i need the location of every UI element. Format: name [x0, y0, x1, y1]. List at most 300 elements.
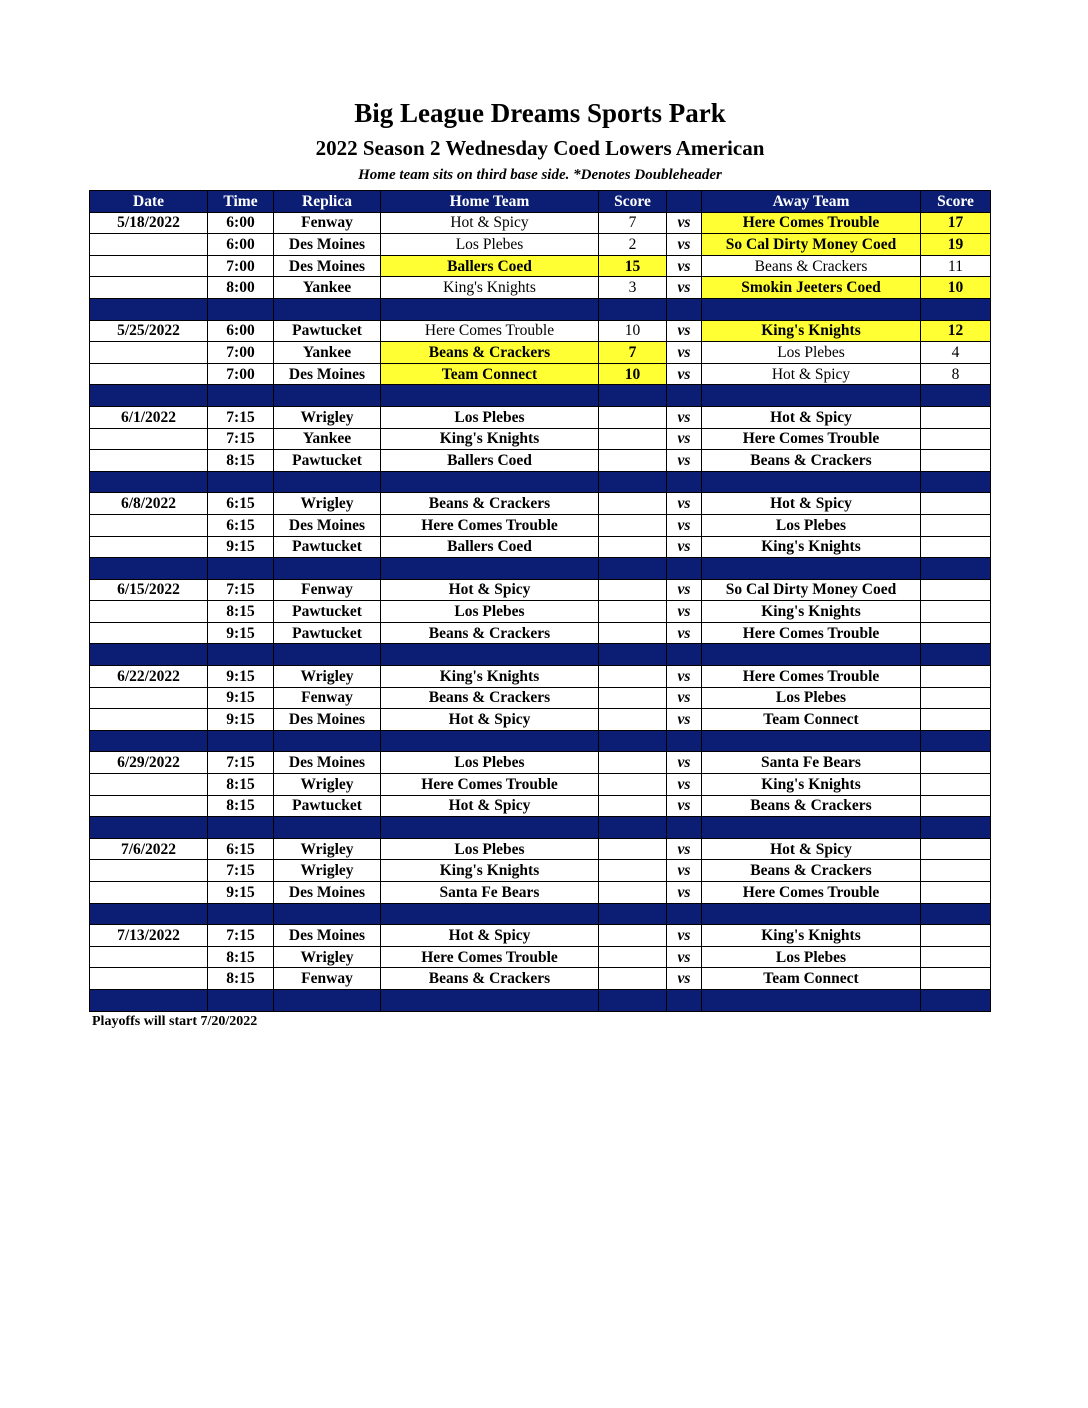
separator-cell	[274, 471, 381, 493]
away-score	[921, 428, 991, 450]
home-team: Santa Fe Bears	[381, 882, 599, 904]
game-replica: Yankee	[274, 428, 381, 450]
away-team: Hot & Spicy	[702, 406, 921, 428]
game-replica: Pawtucket	[274, 536, 381, 558]
vs-label: vs	[667, 320, 702, 342]
vs-label: vs	[667, 212, 702, 234]
game-replica: Pawtucket	[274, 320, 381, 342]
away-team: King's Knights	[702, 601, 921, 623]
game-replica: Fenway	[274, 687, 381, 709]
home-score: 10	[599, 320, 667, 342]
game-row	[90, 536, 991, 558]
home-team: Los Plebes	[381, 601, 599, 623]
away-team: Los Plebes	[702, 514, 921, 536]
game-time: 8:15	[208, 968, 274, 990]
vs-label: vs	[667, 925, 702, 947]
game-time: 7:00	[208, 255, 274, 277]
vs-label: vs	[667, 774, 702, 796]
home-score: 15	[599, 255, 667, 277]
separator-cell	[90, 385, 208, 407]
away-team: King's Knights	[702, 774, 921, 796]
vs-label: vs	[667, 363, 702, 385]
vs-label: vs	[667, 752, 702, 774]
separator-cell	[90, 730, 208, 752]
vs-label: vs	[667, 687, 702, 709]
home-score	[599, 450, 667, 472]
game-date-empty	[90, 428, 208, 450]
game-time: 7:15	[208, 752, 274, 774]
vs-label: vs	[667, 406, 702, 428]
away-score	[921, 882, 991, 904]
home-score	[599, 774, 667, 796]
week-separator	[90, 471, 991, 493]
vs-label: vs	[667, 601, 702, 623]
game-date-empty	[90, 622, 208, 644]
game-time: 6:15	[208, 493, 274, 515]
away-score: 12	[921, 320, 991, 342]
game-date: 6/29/2022	[90, 752, 208, 774]
game-replica: Des Moines	[274, 752, 381, 774]
vs-label: vs	[667, 666, 702, 688]
home-team: Beans & Crackers	[381, 687, 599, 709]
game-date-empty	[90, 774, 208, 796]
home-team: Here Comes Trouble	[381, 514, 599, 536]
home-team: Here Comes Trouble	[381, 946, 599, 968]
game-replica: Wrigley	[274, 838, 381, 860]
game-replica: Wrigley	[274, 493, 381, 515]
away-score: 8	[921, 363, 991, 385]
away-score	[921, 946, 991, 968]
away-team: King's Knights	[702, 320, 921, 342]
game-row	[90, 622, 991, 644]
separator-cell	[90, 903, 208, 925]
home-score: 7	[599, 342, 667, 364]
week-separator	[90, 298, 991, 320]
separator-cell	[274, 385, 381, 407]
away-team: Hot & Spicy	[702, 363, 921, 385]
game-row	[90, 342, 991, 364]
separator-cell	[667, 989, 702, 1011]
separator-cell	[667, 385, 702, 407]
home-score: 3	[599, 277, 667, 299]
game-row	[90, 709, 991, 731]
separator-cell	[599, 558, 667, 580]
game-replica: Pawtucket	[274, 795, 381, 817]
header-away-team: Away Team	[702, 191, 921, 213]
game-replica: Fenway	[274, 968, 381, 990]
vs-label: vs	[667, 579, 702, 601]
separator-cell	[381, 989, 599, 1011]
separator-cell	[274, 298, 381, 320]
away-score	[921, 838, 991, 860]
vs-label: vs	[667, 795, 702, 817]
away-team: Beans & Crackers	[702, 860, 921, 882]
away-team: Los Plebes	[702, 946, 921, 968]
home-team: Hot & Spicy	[381, 795, 599, 817]
home-score: 2	[599, 234, 667, 256]
week-separator	[90, 817, 991, 839]
separator-cell	[702, 298, 921, 320]
vs-label: vs	[667, 514, 702, 536]
game-row	[90, 752, 991, 774]
separator-cell	[921, 817, 991, 839]
home-team: Hot & Spicy	[381, 925, 599, 947]
game-replica: Wrigley	[274, 666, 381, 688]
game-date: 7/6/2022	[90, 838, 208, 860]
separator-cell	[381, 644, 599, 666]
separator-cell	[208, 298, 274, 320]
game-replica: Wrigley	[274, 946, 381, 968]
game-replica: Wrigley	[274, 860, 381, 882]
separator-cell	[381, 817, 599, 839]
home-team: Ballers Coed	[381, 450, 599, 472]
home-score	[599, 946, 667, 968]
game-time: 7:00	[208, 363, 274, 385]
separator-cell	[381, 298, 599, 320]
home-score	[599, 579, 667, 601]
home-score	[599, 860, 667, 882]
away-team: Here Comes Trouble	[702, 666, 921, 688]
home-score	[599, 795, 667, 817]
away-team: Team Connect	[702, 968, 921, 990]
separator-cell	[667, 298, 702, 320]
game-date-empty	[90, 277, 208, 299]
game-replica: Wrigley	[274, 774, 381, 796]
home-team: Here Comes Trouble	[381, 774, 599, 796]
game-row	[90, 795, 991, 817]
away-score	[921, 666, 991, 688]
vs-label: vs	[667, 493, 702, 515]
separator-cell	[274, 817, 381, 839]
away-score	[921, 514, 991, 536]
away-team: Hot & Spicy	[702, 838, 921, 860]
separator-cell	[921, 903, 991, 925]
away-score: 17	[921, 212, 991, 234]
game-time: 8:15	[208, 450, 274, 472]
separator-cell	[599, 989, 667, 1011]
separator-cell	[208, 903, 274, 925]
separator-cell	[702, 817, 921, 839]
home-score	[599, 428, 667, 450]
away-team: So Cal Dirty Money Coed	[702, 234, 921, 256]
home-score	[599, 536, 667, 558]
home-team: King's Knights	[381, 428, 599, 450]
separator-cell	[599, 644, 667, 666]
separator-cell	[208, 817, 274, 839]
game-row	[90, 666, 991, 688]
game-row	[90, 493, 991, 515]
away-team: Here Comes Trouble	[702, 428, 921, 450]
home-score	[599, 709, 667, 731]
away-score: 11	[921, 255, 991, 277]
week-separator	[90, 730, 991, 752]
vs-label: vs	[667, 968, 702, 990]
separator-cell	[274, 989, 381, 1011]
game-time: 7:15	[208, 428, 274, 450]
home-score	[599, 838, 667, 860]
away-team: Here Comes Trouble	[702, 212, 921, 234]
separator-cell	[381, 471, 599, 493]
game-date-empty	[90, 709, 208, 731]
game-date: 6/1/2022	[90, 406, 208, 428]
separator-cell	[90, 558, 208, 580]
game-date-empty	[90, 234, 208, 256]
game-replica: Des Moines	[274, 234, 381, 256]
home-score	[599, 925, 667, 947]
separator-cell	[667, 644, 702, 666]
separator-cell	[921, 298, 991, 320]
away-score	[921, 860, 991, 882]
game-row	[90, 363, 991, 385]
game-time: 8:00	[208, 277, 274, 299]
week-separator	[90, 558, 991, 580]
away-score	[921, 925, 991, 947]
game-row	[90, 774, 991, 796]
game-time: 9:15	[208, 709, 274, 731]
header-row	[90, 191, 991, 213]
away-score	[921, 579, 991, 601]
away-score	[921, 752, 991, 774]
home-score	[599, 406, 667, 428]
game-replica: Pawtucket	[274, 601, 381, 623]
game-date: 7/13/2022	[90, 925, 208, 947]
game-replica: Des Moines	[274, 363, 381, 385]
away-score	[921, 687, 991, 709]
separator-cell	[208, 730, 274, 752]
game-replica: Yankee	[274, 277, 381, 299]
away-team: Beans & Crackers	[702, 795, 921, 817]
vs-label: vs	[667, 709, 702, 731]
game-row	[90, 860, 991, 882]
away-score: 19	[921, 234, 991, 256]
home-team: Los Plebes	[381, 406, 599, 428]
separator-cell	[702, 644, 921, 666]
week-separator	[90, 989, 991, 1011]
game-time: 8:15	[208, 946, 274, 968]
away-score	[921, 622, 991, 644]
game-time: 7:15	[208, 406, 274, 428]
separator-cell	[381, 558, 599, 580]
separator-cell	[599, 471, 667, 493]
home-score	[599, 687, 667, 709]
header-home-score: Score	[599, 191, 667, 213]
vs-label: vs	[667, 255, 702, 277]
week-separator	[90, 903, 991, 925]
game-row	[90, 601, 991, 623]
game-replica: Des Moines	[274, 709, 381, 731]
separator-cell	[90, 644, 208, 666]
vs-label: vs	[667, 946, 702, 968]
home-team: Ballers Coed	[381, 536, 599, 558]
game-row	[90, 882, 991, 904]
away-team: Here Comes Trouble	[702, 622, 921, 644]
game-time: 7:15	[208, 860, 274, 882]
separator-cell	[921, 644, 991, 666]
vs-label: vs	[667, 882, 702, 904]
game-date-empty	[90, 687, 208, 709]
separator-cell	[599, 385, 667, 407]
schedule-note: Home team sits on third base side. *Denotes Doubleheader	[358, 167, 722, 183]
home-score	[599, 968, 667, 990]
game-row	[90, 579, 991, 601]
separator-cell	[667, 558, 702, 580]
game-date-empty	[90, 968, 208, 990]
game-date-empty	[90, 342, 208, 364]
game-row	[90, 925, 991, 947]
game-time: 6:15	[208, 514, 274, 536]
game-date-empty	[90, 363, 208, 385]
home-team: King's Knights	[381, 860, 599, 882]
game-replica: Pawtucket	[274, 622, 381, 644]
home-score	[599, 493, 667, 515]
away-score	[921, 450, 991, 472]
home-score	[599, 601, 667, 623]
away-team: Smokin Jeeters Coed	[702, 277, 921, 299]
game-row	[90, 946, 991, 968]
schedule-table	[89, 190, 991, 1012]
game-time: 8:15	[208, 774, 274, 796]
game-date-empty	[90, 882, 208, 904]
separator-cell	[90, 471, 208, 493]
header-replica: Replica	[274, 191, 381, 213]
game-time: 6:00	[208, 234, 274, 256]
game-replica: Des Moines	[274, 925, 381, 947]
separator-cell	[702, 385, 921, 407]
home-team: Los Plebes	[381, 752, 599, 774]
separator-cell	[274, 730, 381, 752]
away-team: Here Comes Trouble	[702, 882, 921, 904]
separator-cell	[208, 644, 274, 666]
game-date: 6/15/2022	[90, 579, 208, 601]
game-time: 9:15	[208, 687, 274, 709]
separator-cell	[381, 385, 599, 407]
home-team: Hot & Spicy	[381, 709, 599, 731]
home-score	[599, 666, 667, 688]
game-time: 7:15	[208, 579, 274, 601]
separator-cell	[702, 989, 921, 1011]
game-row	[90, 277, 991, 299]
separator-cell	[599, 817, 667, 839]
game-date: 6/22/2022	[90, 666, 208, 688]
separator-cell	[208, 385, 274, 407]
game-time: 8:15	[208, 601, 274, 623]
schedule-body	[90, 212, 991, 1011]
home-team: King's Knights	[381, 666, 599, 688]
game-row	[90, 450, 991, 472]
game-date-empty	[90, 601, 208, 623]
game-replica: Des Moines	[274, 882, 381, 904]
separator-cell	[381, 730, 599, 752]
game-date-empty	[90, 255, 208, 277]
header-home-team: Home Team	[381, 191, 599, 213]
page-title: Big League Dreams Sports Park	[354, 98, 726, 128]
away-team: Hot & Spicy	[702, 493, 921, 515]
away-score	[921, 795, 991, 817]
separator-cell	[921, 558, 991, 580]
game-row	[90, 320, 991, 342]
separator-cell	[208, 558, 274, 580]
header-date: Date	[90, 191, 208, 213]
vs-label: vs	[667, 536, 702, 558]
away-team: Team Connect	[702, 709, 921, 731]
game-time: 7:15	[208, 925, 274, 947]
separator-cell	[702, 730, 921, 752]
away-score: 10	[921, 277, 991, 299]
away-score	[921, 601, 991, 623]
vs-label: vs	[667, 450, 702, 472]
separator-cell	[921, 989, 991, 1011]
header-away-score: Score	[921, 191, 991, 213]
away-score	[921, 493, 991, 515]
header-time: Time	[208, 191, 274, 213]
game-time: 6:00	[208, 320, 274, 342]
away-team: So Cal Dirty Money Coed	[702, 579, 921, 601]
game-row	[90, 687, 991, 709]
game-replica: Fenway	[274, 212, 381, 234]
week-separator	[90, 385, 991, 407]
home-score	[599, 514, 667, 536]
home-team: Los Plebes	[381, 234, 599, 256]
game-row	[90, 212, 991, 234]
separator-cell	[667, 730, 702, 752]
game-replica: Wrigley	[274, 406, 381, 428]
home-team: Hot & Spicy	[381, 212, 599, 234]
away-team: Beans & Crackers	[702, 450, 921, 472]
separator-cell	[599, 730, 667, 752]
home-team: Beans & Crackers	[381, 622, 599, 644]
game-date-empty	[90, 450, 208, 472]
separator-cell	[90, 817, 208, 839]
vs-label: vs	[667, 342, 702, 364]
game-date-empty	[90, 946, 208, 968]
game-time: 8:15	[208, 795, 274, 817]
away-team: Beans & Crackers	[702, 255, 921, 277]
vs-label: vs	[667, 428, 702, 450]
game-row	[90, 255, 991, 277]
game-replica: Yankee	[274, 342, 381, 364]
game-time: 6:15	[208, 838, 274, 860]
game-row	[90, 234, 991, 256]
game-replica: Des Moines	[274, 514, 381, 536]
game-row	[90, 514, 991, 536]
away-team: Santa Fe Bears	[702, 752, 921, 774]
game-date: 5/18/2022	[90, 212, 208, 234]
playoffs-note: Playoffs will start 7/20/2022	[92, 1014, 258, 1029]
separator-cell	[90, 298, 208, 320]
game-date-empty	[90, 860, 208, 882]
separator-cell	[667, 903, 702, 925]
home-team: Here Comes Trouble	[381, 320, 599, 342]
away-score	[921, 709, 991, 731]
game-time: 9:15	[208, 536, 274, 558]
separator-cell	[667, 471, 702, 493]
home-team: King's Knights	[381, 277, 599, 299]
game-replica: Fenway	[274, 579, 381, 601]
separator-cell	[921, 471, 991, 493]
home-score	[599, 752, 667, 774]
game-date-empty	[90, 514, 208, 536]
vs-label: vs	[667, 860, 702, 882]
game-time: 6:00	[208, 212, 274, 234]
away-team: Los Plebes	[702, 342, 921, 364]
home-score	[599, 882, 667, 904]
separator-cell	[381, 903, 599, 925]
away-team: King's Knights	[702, 536, 921, 558]
away-score: 4	[921, 342, 991, 364]
home-team: Beans & Crackers	[381, 493, 599, 515]
away-team: Los Plebes	[702, 687, 921, 709]
separator-cell	[921, 730, 991, 752]
